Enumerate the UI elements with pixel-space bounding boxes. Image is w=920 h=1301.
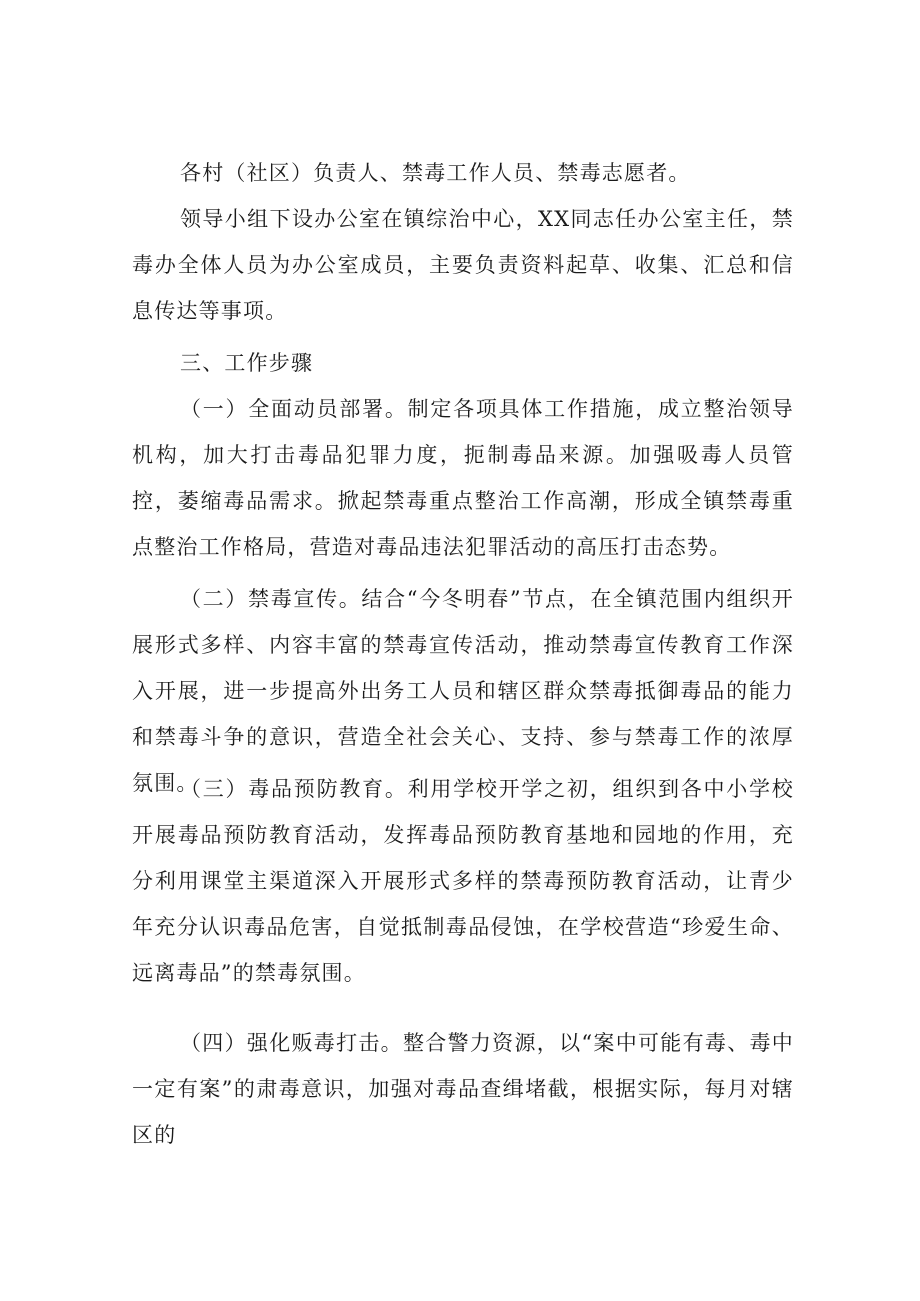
section-heading-work-steps: 三、工作步骤 xyxy=(180,351,314,375)
paragraph-step-4: （四）强化贩毒打击。整合警力资源，以“案中可能有毒、毒中一定有案”的肃毒意识，加强对毒品查缉堵截，根据实际，每月对辖区的 xyxy=(132,1031,794,1147)
paragraph-participants: 各村（社区）负责人、禁毒工作人员、禁毒志愿者。 xyxy=(180,161,691,185)
paragraph-office: 领导小组下设办公室在镇综治中心，XX同志任办公室主任，禁毒办全体人员为办公室成员，主要负责资料起草、收集、汇总和信息传达等事项。 xyxy=(132,207,794,323)
paragraph-step-3: （三）毒品预防教育。利用学校开学之初，组织到各中小学校开展毒品预防教育活动，发挥毒品预防教育基地和园地的作用，充分利用课堂主渠道深入开展形式多样的禁毒预防教育活动，让青少年充分认识毒品危害，自觉抵制毒品侵蚀，在学校营造“珍爱生命、远离毒品”的禁毒氛围。 xyxy=(132,777,794,985)
paragraph-step-2: （二）禁毒宣传。结合“今冬明春”节点，在全镇范围内组织开展形式多样、内容丰富的禁毒宣传活动，推动禁毒宣传教育工作深入开展，进一步提高外出务工人员和辖区群众禁毒抵御毒品的能力和禁毒斗争的意识，营造全社会关心、支持、参与禁毒工作的浓厚氛围。 xyxy=(132,587,794,795)
paragraph-step-1: （一）全面动员部署。制定各项具体工作措施，成立整治领导机构，加大打击毒品犯罪力度，扼制毒品来源。加强吸毒人员管控，萎缩毒品需求。掀起禁毒重点整治工作高潮，形成全镇禁毒重点整治工作格局，营造对毒品违法犯罪活动的高压打击态势。 xyxy=(132,397,794,559)
